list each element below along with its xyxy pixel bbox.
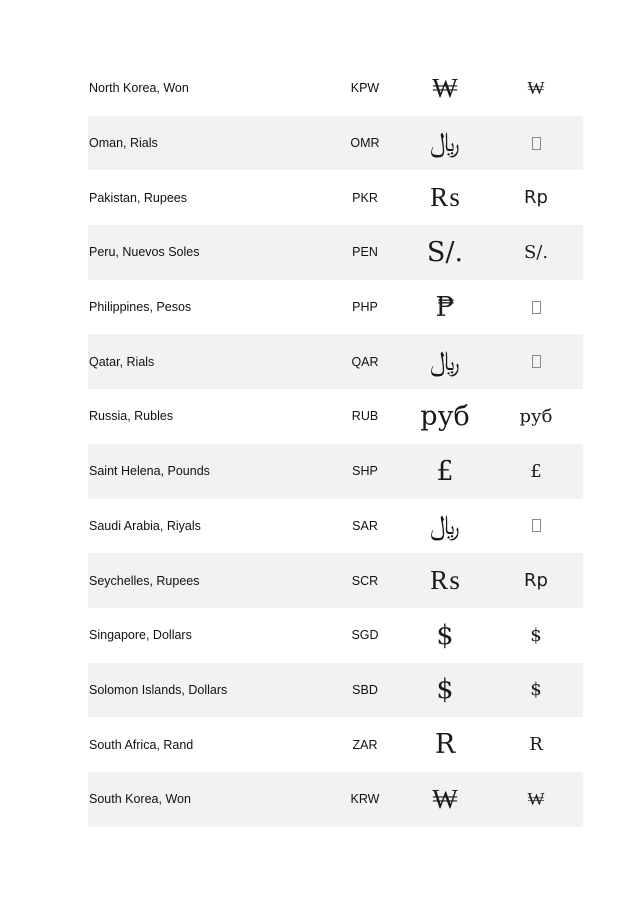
table-row: [88, 499, 583, 554]
table-row: [88, 389, 583, 444]
country-currency-name: Saint Helena, Pounds: [89, 464, 210, 479]
table-row: [88, 663, 583, 718]
currency-code: PHP: [352, 300, 378, 315]
currency-symbol-text: [503, 280, 569, 335]
currency-symbol-glyph: ₨: [430, 565, 460, 597]
table-row: [88, 553, 583, 608]
table-row: [88, 225, 583, 280]
table-row: [88, 717, 583, 772]
country-currency-name: South Africa, Rand: [89, 737, 194, 752]
currency-code: SCR: [351, 573, 379, 588]
currency-symbol-text: Rp: [524, 187, 548, 209]
currency-code: OMR: [350, 136, 380, 151]
missing-glyph-box: [532, 355, 541, 368]
currency-symbol-text: $: [530, 624, 542, 646]
currency-symbol-glyph: ﷼: [430, 345, 460, 377]
country-currency-name: Solomon Islands, Dollars: [89, 682, 228, 697]
currency-symbol-glyph: руб: [420, 400, 470, 432]
currency-code: KRW: [350, 792, 380, 807]
currency-symbol-glyph: £: [436, 455, 454, 487]
currency-code: SHP: [352, 464, 378, 479]
country-currency-name: South Korea, Won: [89, 792, 191, 807]
currency-code: SBD: [352, 682, 378, 697]
country-currency-name: Pakistan, Rupees: [89, 190, 187, 205]
country-currency-name: Qatar, Rials: [89, 354, 155, 369]
currency-symbol-text: [503, 116, 569, 171]
missing-glyph-box: [532, 301, 541, 314]
currency-symbol-glyph: ₩: [432, 783, 458, 815]
currency-symbol-glyph: S/.: [426, 236, 464, 268]
currency-symbol-glyph: R: [434, 729, 456, 761]
table-row: [88, 116, 583, 171]
currency-symbol-text: S/.: [523, 241, 549, 263]
currency-symbol-text: ₩: [527, 77, 545, 99]
country-currency-name: Singapore, Dollars: [89, 628, 192, 643]
currency-symbol-glyph: ₩: [432, 72, 458, 104]
currency-code: PEN: [352, 245, 378, 260]
table-row: [88, 170, 583, 225]
currency-symbol-glyph: ﷼: [430, 509, 460, 541]
currency-symbol-text: [503, 499, 569, 554]
country-currency-name: Peru, Nuevos Soles: [89, 245, 200, 260]
country-currency-name: Philippines, Pesos: [89, 300, 192, 315]
currency-symbol-glyph: ﷼: [430, 127, 460, 159]
currency-code: ZAR: [352, 737, 378, 752]
table-row: [88, 444, 583, 499]
table-row: [88, 334, 583, 389]
table-row: [88, 61, 583, 116]
table-row: [88, 280, 583, 335]
currency-table: [88, 61, 583, 827]
currency-symbol-text: ₩: [527, 788, 545, 810]
table-row: [88, 608, 583, 663]
currency-code: RUB: [351, 409, 379, 424]
currency-symbol-glyph: ₱: [435, 291, 455, 323]
currency-symbol-glyph: $: [436, 674, 454, 706]
currency-symbol-text: $: [530, 679, 542, 701]
missing-glyph-box: [532, 137, 541, 150]
country-currency-name: Oman, Rials: [89, 136, 158, 151]
currency-symbol-text: R: [529, 734, 543, 756]
currency-code: QAR: [351, 354, 379, 369]
currency-code: SAR: [352, 518, 378, 533]
currency-symbol-text: £: [530, 460, 542, 482]
currency-symbol-glyph: ₨: [430, 182, 460, 214]
currency-symbol-glyph: $: [436, 619, 454, 651]
country-currency-name: Saudi Arabia, Riyals: [89, 518, 201, 533]
country-currency-name: Seychelles, Rupees: [89, 573, 200, 588]
currency-code: KPW: [350, 81, 380, 96]
table-row: [88, 772, 583, 827]
currency-code: PKR: [352, 190, 378, 205]
country-currency-name: Russia, Rubles: [89, 409, 174, 424]
country-currency-name: North Korea, Won: [89, 81, 189, 96]
currency-symbol-text: руб: [519, 405, 553, 427]
currency-code: SGD: [351, 628, 379, 643]
missing-glyph-box: [532, 519, 541, 532]
currency-symbol-text: [503, 334, 569, 389]
currency-symbol-text: Rp: [524, 570, 548, 592]
